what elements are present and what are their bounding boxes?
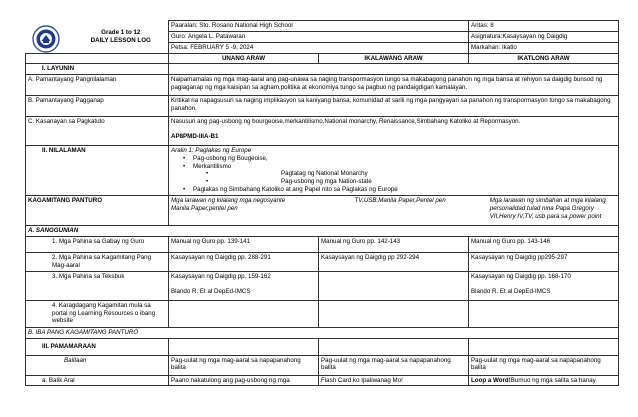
balik-aral-day-3 [469, 375, 619, 386]
kasanayan-row [26, 117, 619, 146]
pamantayan-pagganap-label: B. Pamantayang Pagganap [26, 96, 169, 117]
pamantayan-pangnilalaman-label: A. Pamantayang Pangnilalaman [26, 75, 169, 96]
karagdagang-kagamitan-label: 4. Karagdagang Kagamitan mula sa portal ng Learning Resources o ibang website [26, 300, 169, 327]
deped-seal-icon [32, 25, 60, 53]
balitaan-day-2: Pag-uulat ng mga mag-aaral sa napapanahong balita [319, 355, 469, 375]
kagamitang-mag-aaral-day-1: Kasaysayan ng Daigdig pp. 288-291 [169, 252, 319, 271]
pamantayan-pangnilalaman-text: Naipamamalas ng mga mag-aaral ang pag-unawa sa naging transpormasyon tungo sa makabagong panahon ng mga bansa at rehiyon sa daigdig bunsod ng paglaganap ng mga kaisipan sa agham,politika at ekonomiya tungo sa pagbuo ng pandaigdigan kamalayan. [169, 75, 619, 96]
nilalaman-row [26, 146, 619, 196]
balitaan-row [26, 355, 619, 375]
gabay-guro-day-2: Manual ng Guro pp. 142-143 [319, 236, 469, 252]
balik-aral-day-3-text: Bumuo ng mga salita sa hanay [510, 376, 596, 384]
day-2-header: IKALAWANG ARAW [319, 53, 469, 64]
teksbuk-label: 3. Mga Pahina sa Teksbuk [26, 271, 169, 300]
balik-aral-day-2: Flash Card ko Ipaliwanag Mo! [319, 375, 469, 386]
grade-level-cell: Antas: 8 [469, 21, 619, 32]
teacher-cell: Guro: Angela L. Patawaran [169, 32, 469, 43]
sanggunian-heading: A. SANGGUNIAN [26, 226, 619, 237]
karagdagang-kagamitan-day-3 [469, 300, 619, 327]
kasanayan-text: Nasusuri ang pag-usbong ng bourgeoise,merkantilismo,National monarchy, Renaissance,Simbahang Katoliko at Repormasyon. [171, 118, 521, 125]
iba-pang-kagamitan-row [26, 327, 619, 338]
header-title-cell [26, 21, 169, 54]
nilalaman-content [169, 146, 619, 196]
layunin-heading: I. LAYUNIN [26, 64, 169, 75]
balik-aral-day-1: Paano nakatulong ang pag-usbong ng mga [169, 375, 319, 386]
document-title: DAILY LESSON LOG [90, 36, 151, 44]
pamantayan-pagganap-row [26, 96, 619, 117]
pamamaraan-heading: III. PAMAMARAAN [26, 338, 169, 355]
teksbuk-day-1-pages: Kasaysayan ng Daigdig pp. 159-162 [171, 272, 271, 280]
day-3-header: IKATLONG ARAW [469, 53, 619, 64]
days-row-blank [26, 53, 169, 64]
kagamitang-day-3: Mga larawan ng simbahan at mga kilalang personalidad tulad nina Papa Gregory VII,Henry IV,TV, usb para sa power point [489, 197, 606, 220]
layunin-row [26, 64, 619, 75]
sanggunian-row-4 [26, 300, 619, 327]
pamamaraan-row [26, 338, 619, 355]
kagamitang-panturo-row [26, 196, 619, 226]
subject-cell: Asignatura:Kasaysayan ng Daigdig [469, 32, 619, 43]
teksbuk-day-3 [469, 271, 619, 300]
balitaan-day-1: Pag-uulat ng mga mag-aaral sa napapanahong balita [169, 355, 319, 375]
header-row-1 [26, 21, 619, 32]
nilalaman-heading: II. NILALAMAN [26, 146, 169, 196]
nilalaman-item: • Paglakas ng Simbahang Katoliko at ang Papel nito sa Paglakas ng Europe [171, 186, 616, 194]
iba-pang-kagamitan-heading: B. IBA PANG KAGAMITANG PANTURO [26, 327, 619, 338]
balitaan-label: Balitaan [26, 355, 169, 375]
nilalaman-item: • Pag-usbong ng Bougeoise, [171, 155, 616, 163]
nilalaman-item: • Pagtatag ng National Monarchy [171, 170, 616, 178]
kagamitang-day-1: Mga larawan ng kilalang mga negosyante Manila Paper,pentel pen [171, 197, 286, 212]
gabay-guro-day-3: Manual ng Guro pp. 143-146 [469, 236, 619, 252]
sanggunian-row-1 [26, 236, 619, 252]
pamamaraan-day-1 [169, 338, 319, 355]
sanggunian-row-2 [26, 252, 619, 271]
teksbuk-day-1 [169, 271, 319, 300]
kagamitang-mag-aaral-day-2: Kasaysayan ng Daigdig pp 292-294 [319, 252, 469, 271]
date-cell: Petsa: FEBRUARY 5 -9, 2024 [169, 42, 469, 53]
sanggunian-row [26, 226, 619, 237]
teksbuk-day-1-author: Blando R. Et al DepEd-IMCS [171, 287, 251, 295]
karagdagang-kagamitan-day-2 [319, 300, 469, 327]
kasanayan-label: C. Kasanayan sa Pagkatuto [26, 117, 169, 146]
gabay-guro-label: 1. Mga Pahina sa Gabay ng Guro [26, 236, 169, 252]
kagamitang-panturo-label: KAGAMITANG PANTURO [26, 196, 169, 226]
karagdagang-kagamitan-day-1 [169, 300, 319, 327]
balik-aral-label: a. Balik Aral [26, 375, 169, 386]
kasanayan-content [169, 117, 619, 146]
nilalaman-item: • Merkantilismo [171, 163, 616, 171]
kagamitang-mag-aaral-label: 2. Mga Pahina sa Kagamitang Pang Mag-aaral [26, 252, 169, 271]
lesson-log-table [25, 20, 619, 386]
teksbuk-day-3-pages: Kasaysayan ng Daigdig pp. 168-170 [471, 272, 571, 280]
pamantayan-pangnilalaman-row [26, 75, 619, 96]
balik-aral-row [26, 375, 619, 386]
teksbuk-day-2 [319, 271, 469, 300]
kagamitang-panturo-content [169, 196, 619, 226]
day-1-header: UNANG ARAW [169, 53, 319, 64]
balitaan-day-3: Pag-uulat ng mga mag-aaral sa napapanahong balita [469, 355, 619, 375]
school-cell: Paaralan: Sto. Rosario National High School [169, 21, 469, 32]
pamamaraan-day-3 [469, 338, 619, 355]
pamantayan-pagganap-text: Kritikal na napagsusuri sa naging implikasyon sa kaniyang bansa, komunidad at sarili ng mga pangyayari sa panahon ng transpormasyon tungo sa makabagong panahon. [169, 96, 619, 117]
nilalaman-item: • Pag-usbong ng mga Nation-state [171, 178, 616, 186]
kasanayan-code: AP8PMD-IIIA-B1 [171, 132, 219, 140]
kagamitang-day-2: TV,USB,Manila Paper,Pentel pen [354, 197, 446, 204]
grade-range: Grade 1 to 12 [101, 28, 141, 36]
pamamaraan-day-2 [319, 338, 469, 355]
layunin-content [169, 64, 619, 75]
loop-a-word-title: Loop a Word! [471, 376, 511, 384]
aralin-title: Aralin 1: Paglakas ng Europe [171, 147, 252, 154]
gabay-guro-day-1: Manual ng Guro pp. 139-141 [169, 236, 319, 252]
quarter-cell: Markahan: Ikatlo [469, 42, 619, 53]
kagamitang-mag-aaral-day-3: Kasaysayan ng Daigdig pp295-297 [469, 252, 619, 271]
sanggunian-row-3 [26, 271, 619, 300]
teksbuk-day-3-author: Blando R. Et al DepEd-IMCS [471, 287, 551, 295]
days-row [26, 53, 619, 64]
